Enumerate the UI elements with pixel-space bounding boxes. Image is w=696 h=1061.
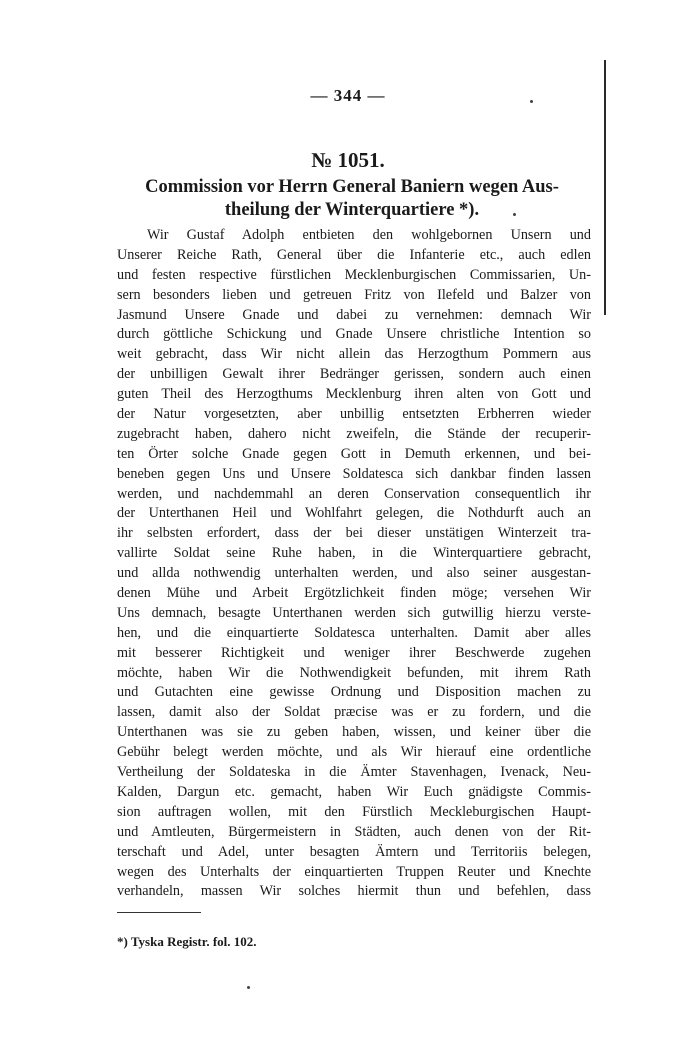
body-line: der Natur vorgesetzten, aber unbillig entsetzten Erbherren wieder: [117, 406, 591, 423]
body-line: mit besserer Richtigkeit und weniger ihrer Beschwerde zugehen: [117, 644, 591, 661]
body-line: der Unterthanen Heil und Wohlfahrt gelegen, die Nothdurft auch an: [117, 505, 591, 522]
body-line: guten Theil des Herzogthums Mecklenburg ihren alten von Gott und: [117, 386, 591, 403]
body-line: Unterthanen was sie zu geben haben, wissen, und keiner über die: [117, 724, 591, 741]
body-line: denen Mühe und Arbeit Ergötzlichkeit finden möge; versehen Wir: [117, 585, 591, 602]
body-line: Uns demnach, besagte Unterthanen werden sich gutwillig hierzu verste-: [117, 604, 591, 621]
page-number: — 344 —: [310, 86, 386, 105]
body-paragraph: [117, 226, 591, 902]
footnote: *) Tyska Registr. fol. 102.: [117, 934, 257, 949]
footnote-divider: [117, 912, 201, 913]
body-line: wegen des Unterhalts der einquartierten Truppen Reuter und Knechte: [117, 863, 591, 880]
title-line: theilung der Winterquartiere *).: [224, 200, 480, 220]
body-line: Wir Gustaf Adolph entbieten den wohlgebornen Unsern und: [147, 227, 591, 243]
body-line: Kalden, Dargun etc. gemacht, haben Wir Euch gnädigste Commis-: [117, 783, 591, 800]
body-line: durch göttliche Schickung und Gnade Unsere christliche Intention so: [117, 326, 591, 343]
title-line: Commission vor Herrn General Baniern wegen Aus-: [145, 177, 559, 197]
body-line: hen, und die einquartierte Soldatesca unterhalten. Damit aber alles: [117, 624, 591, 641]
body-line: möchte, haben Wir die Nothwendigkeit befunden, mit ihrem Rath: [117, 664, 591, 681]
body-line: und Gutachten eine gewisse Ordnung und Disposition machen zu: [117, 684, 591, 701]
body-line: der unbilligen Gewalt ihrer Bedränger gerissen, sondern auch einen: [117, 366, 591, 383]
body-line: Gebühr belegt werden möchte, und als Wir hierauf eine ordentliche: [117, 744, 591, 761]
body-line: beneben gegen Uns und Unsere Soldatesca sich dankbar finden lassen: [117, 465, 591, 482]
body-line: werden, und nachdemmahl an deren Conservation consequentlich ihr: [117, 485, 591, 502]
body-line: und festen respective fürstlichen Mecklenburgischen Commissarien, Un-: [117, 266, 591, 283]
body-line: ihr selbsten erfordert, dass der bei dieser unstätigen Winterzeit tra-: [117, 525, 591, 542]
body-line: sern besonders lieben und getreuen Fritz von Ilefeld und Balzer von: [117, 286, 591, 303]
body-line: zugebracht haben, dahero nicht zweifeln, die Stände der recuperir-: [117, 425, 591, 442]
body-line: verhandeln, massen Wir solches hiermit thun und befehlen, dass: [117, 883, 591, 900]
body-line: lassen, damit also der Soldat præcise was er zu fordern, und die: [117, 704, 591, 721]
document-number: № 1051.: [311, 148, 385, 172]
print-speck: [513, 213, 516, 216]
body-line: und allda nothwendig unterhalten werden, und also seiner ausgestan-: [117, 565, 591, 582]
body-line: und Amtleuten, Bürgermeistern in Städten, auch denen von der Rit-: [117, 823, 591, 840]
document-title: [112, 176, 592, 222]
body-line: ten Örter solche Gnade gegen Gott in Demuth erkennen, und bei-: [117, 445, 591, 462]
body-line: Vertheilung der Soldateska in die Ämter Stavenhagen, Ivenack, Neu-: [117, 764, 591, 781]
body-line: Jasmund Unsere Gnade und dabei zu vernehmen: demnach Wir: [117, 306, 591, 323]
print-speck: [247, 986, 250, 989]
body-line: Unserer Reiche Rath, General über die Infanterie etc., auch edlen: [117, 246, 591, 263]
margin-rule: [604, 60, 606, 315]
body-line: terschaft und Adel, unter besagten Ämtern und Territoriis belegen,: [117, 843, 591, 860]
body-line: vallirte Soldat seine Ruhe haben, in die Winterquartiere gebracht,: [117, 545, 591, 562]
body-line: weit gebracht, dass Wir nicht allein das Herzogthum Pommern aus: [117, 346, 591, 363]
body-line: sion auftragen wollen, mit den Fürstlich Meckleburgischen Haupt-: [117, 803, 591, 820]
print-speck: [530, 100, 533, 103]
